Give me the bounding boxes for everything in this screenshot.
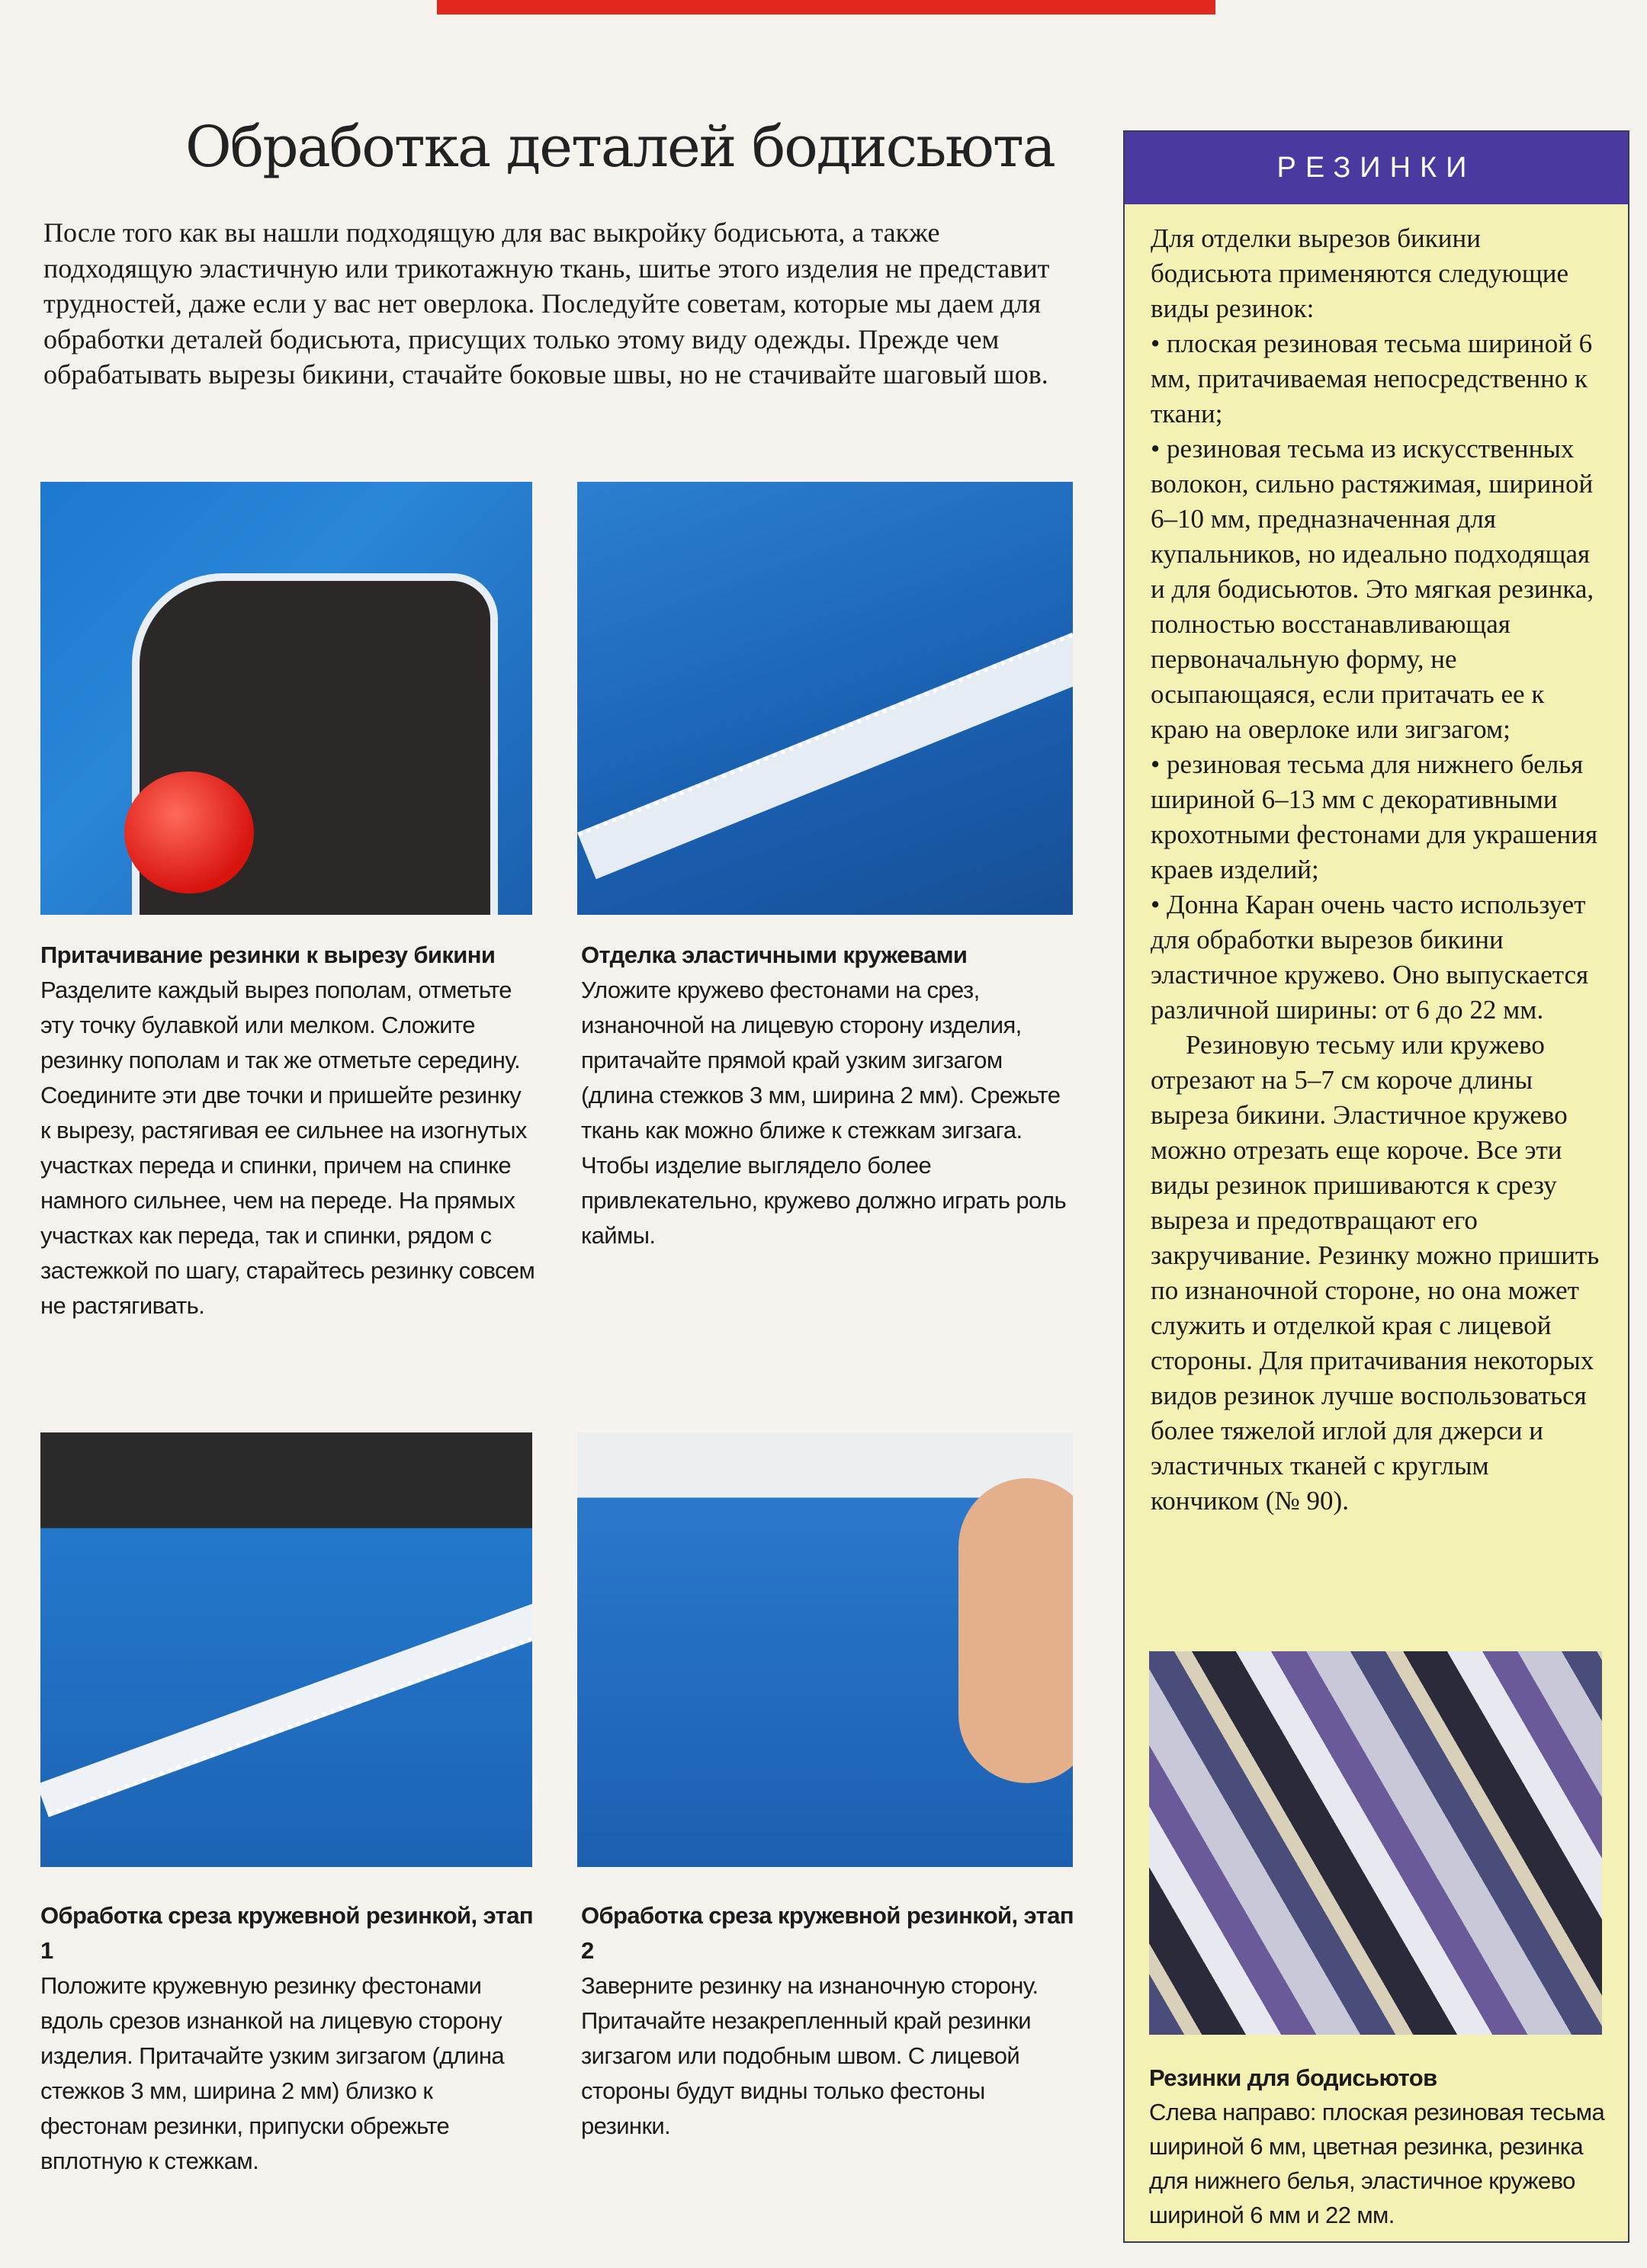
sidebar-body: Резиновую тесьму или кружево отрезают на 5–7 см короче длины выреза бикини. Эластичное кружево можно отрезать еще короче. Все эти виды резинок пришиваются к срезу выреза и предотвращают его закручивание. Резинку можно пришить по изнаночной стороне, но она может служить и отделкой края с лицевой стороны. Для притачивания некоторых видов резинок лучше воспользоваться более тяжелой иглой для джерси и эластичных тканей с круглым кончиком (№ 90).: [1151, 1030, 1600, 1516]
sidebar-heading: РЕЗИНКИ: [1125, 132, 1628, 204]
caption-text: Разделите каждый вырез пополам, отметьте эту точку булавкой или мелком. Сложите резинку пополам и так же отметьте середину. Соедините эти две точки и пришейте резинку к вырезу, растягивая ее сильнее на изогнутых участках переда и спинки, причем на спинке намного сильнее, чем на переде. На прямых участках как переда, так и спинки, рядом с застежкой по шагу, старайтесь резинку совсем не растягивать.: [40, 977, 535, 1319]
sidebar-bullet: • плоская резиновая тесьма шириной 6 мм, притачиваемая непосредственно к ткани;: [1151, 329, 1593, 428]
photo-elastics: [1149, 1651, 1602, 2035]
sidebar-bullet: • резиновая тесьма для нижнего белья шириной 6–13 мм с декоративными крохотными фестонами для украшения краев изделий;: [1151, 749, 1598, 884]
photo-lace-step2: [577, 1432, 1073, 1867]
intro-paragraph: После того как вы нашли подходящую для вас выкройку бодисьюта, а также подходящую эластичную или трикотажную ткань, шитье этого изделия не представит трудностей, даже если у вас нет оверлока. Последуйте советам, которые мы даем для обработки деталей бодисьюта, присущих только этому виду одежды. Прежде чем обрабатывать вырезы бикини, стачайте боковые швы, но не стачивайте шаговый шов.: [43, 217, 1050, 390]
photo-lace-finish: [577, 482, 1073, 915]
caption-text: Заверните резинку на изнаночную сторону. Притачайте незакрепленный край резинки зигзагом или подобным швом. С лицевой стороны будут видны только фестоны резинки.: [581, 1972, 1039, 2139]
caption-title: Резинки для бодисьютов: [1149, 2064, 1437, 2091]
caption-title: Обработка среза кружевной резинкой, этап 1: [40, 1902, 533, 1964]
sidebar-bullet: • резиновая тесьма из искусственных волокон, сильно растяжимая, шириной 6–10 мм, предназначенная для купальников, но идеально подходящая и для бодисьютов. Это мягкая резинка, полностью восстанавливающая первоначальную форму, не осыпающаяся, если притачать ее к краю на оверлоке или зигзагом;: [1151, 434, 1594, 744]
page-title: Обработка деталей бодисьюта: [185, 114, 1055, 180]
caption-text: Уложите кружево фестонами на срез, изнаночной на лицевую сторону изделия, притачайте прямой край узким зигзагом (длина стежков 3 мм, ширина 2 мм). Срежьте ткань как можно ближе к стежкам зигзага. Чтобы изделие выглядело более привлекательно, кружево должно играть роль каймы.: [581, 977, 1067, 1249]
caption-title: Притачивание резинки к вырезу бикини: [40, 942, 496, 968]
photo-lace-step1: [40, 1432, 532, 1867]
sidebar-photo-caption: [1149, 2061, 1622, 2232]
top-red-bar: [437, 0, 1215, 14]
sidebar-elastics: [1123, 130, 1629, 2243]
photo-bikini-elastic: [40, 482, 532, 915]
sidebar-bullet: • Донна Каран очень часто использует для обработки вырезов бикини эластичное кружево. Оно выпускается различной ширины: от 6 до 22 мм.: [1151, 890, 1589, 1025]
caption-text: Положите кружевную резинку фестонами вдоль срезов изнанкой на лицевую сторону изделия. Притачайте узким зигзагом (длина стежков 3 мм, ширина 2 мм) близко к фестонам резинки, припуски обрежьте вплотную к стежкам.: [40, 1972, 505, 2174]
caption-2: [581, 938, 1077, 1253]
caption-3: [40, 1898, 536, 2179]
caption-title: Обработка среза кружевной резинкой, этап 2: [581, 1902, 1074, 1964]
pincushion-icon: [124, 772, 254, 893]
caption-4: [581, 1898, 1077, 2144]
caption-1: [40, 938, 536, 1323]
caption-text: Слева направо: плоская резиновая тесьма шириной 6 мм, цветная резинка, резинка для нижнего белья, эластичное кружево шириной 6 мм и 22 мм.: [1149, 2099, 1605, 2228]
sidebar-text: [1125, 204, 1628, 1519]
sidebar-lead: Для отделки вырезов бикини бодисьюта применяются следующие виды резинок:: [1151, 223, 1569, 323]
caption-title: Отделка эластичными кружевами: [581, 942, 968, 968]
